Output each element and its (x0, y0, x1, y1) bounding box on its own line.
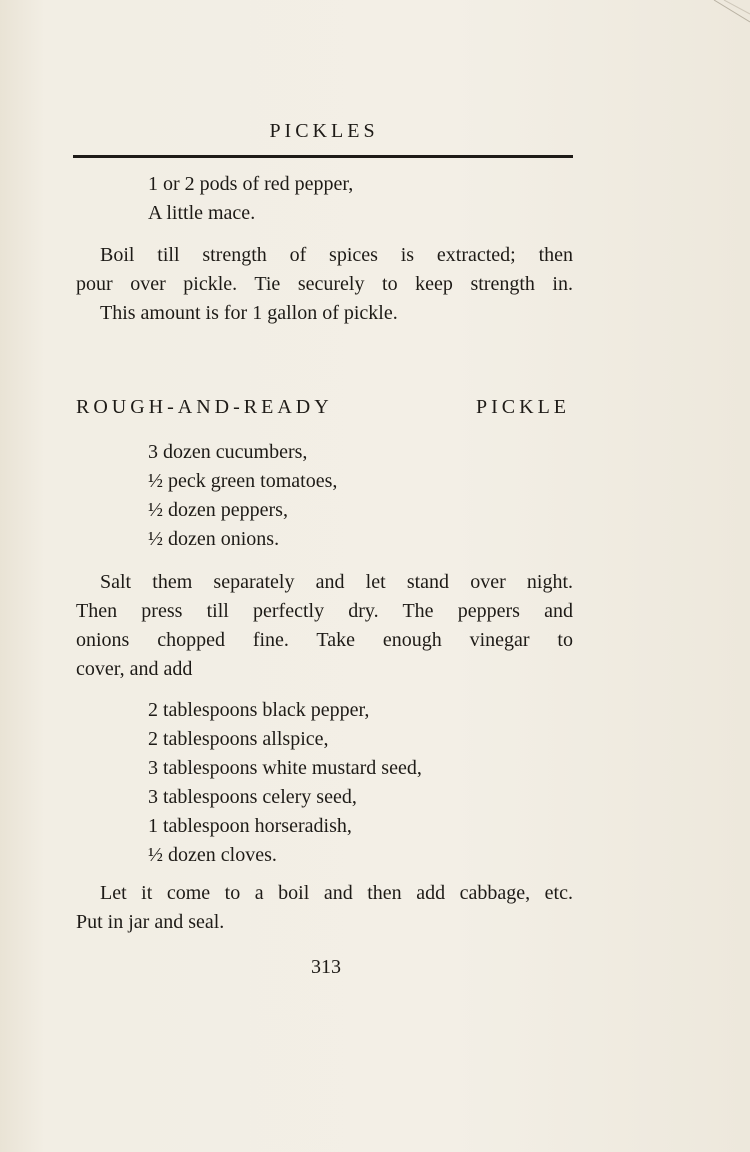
paragraph-line: cover, and add (76, 658, 193, 680)
ingredients-list-1 (76, 438, 573, 554)
ingredient-line: 2 tablespoons black pepper, (148, 699, 370, 721)
ingredient-line: 1 or 2 pods of red pepper, (148, 173, 354, 195)
ingredient-line: ½ dozen onions. (148, 528, 280, 550)
method-paragraph-1 (76, 568, 573, 684)
recipe-title-part2: PICKLE (476, 396, 570, 418)
paragraph-line: Boil till strength of spices is extracted; then (100, 244, 573, 266)
method-paragraph-2 (76, 879, 573, 937)
paragraph-line: Then press till perfectly dry. The peppers and (76, 600, 573, 622)
paragraph-line: Salt them separately and let stand over night. (100, 571, 573, 593)
ingredient-line: A little mace. (148, 202, 256, 224)
paragraph-line: This amount is for 1 gallon of pickle. (100, 302, 398, 324)
recipe-title (76, 396, 570, 419)
recipe-title-part1: ROUGH-AND-READY (76, 396, 333, 418)
header-rule (73, 155, 573, 158)
page-number: 313 (311, 956, 341, 978)
paragraph-line: Let it come to a boil and then add cabbage, etc. (100, 882, 573, 904)
ingredient-line: ½ dozen cloves. (148, 844, 277, 866)
continued-paragraph (76, 241, 573, 328)
ingredient-line: ½ dozen peppers, (148, 499, 288, 521)
ingredient-line: 3 tablespoons celery seed, (148, 786, 357, 808)
ingredient-line: 2 tablespoons allspice, (148, 728, 329, 750)
ingredient-line: 3 dozen cucumbers, (148, 441, 308, 463)
ingredients-list-2 (76, 696, 573, 870)
ingredient-line: 1 tablespoon horseradish, (148, 815, 352, 837)
paragraph-line: pour over pickle. Tie securely to keep strength in. (76, 273, 573, 295)
paragraph-line: Put in jar and seal. (76, 911, 225, 933)
ingredient-line: 3 tablespoons white mustard seed, (148, 757, 422, 779)
ingredient-line: ½ peck green tomatoes, (148, 470, 338, 492)
running-header: PICKLES (269, 120, 379, 142)
paragraph-line: onions chopped fine. Take enough vinegar to (76, 629, 573, 651)
page-corner-fold (710, 0, 750, 28)
continued-ingredients (76, 170, 573, 228)
